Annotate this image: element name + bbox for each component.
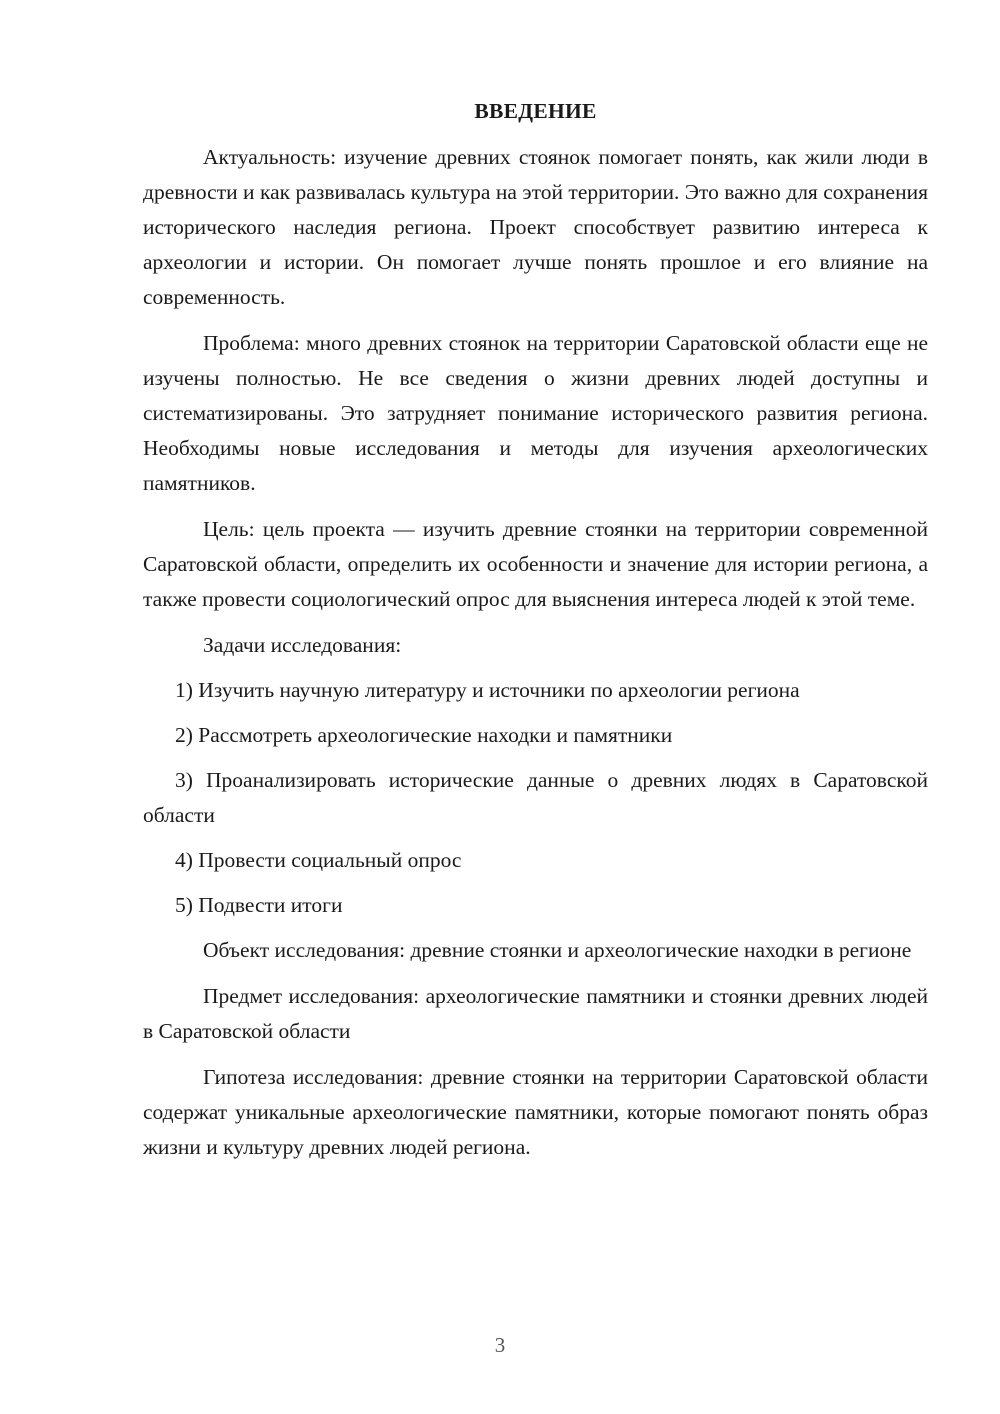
page-number: 3 xyxy=(494,1333,506,1357)
task-item-1: 1) Изучить научную литературу и источники по археологии региона xyxy=(175,678,800,702)
paragraph-problem: Проблема: много древних стоянок на территории Саратовской области еще не изучены полностью. Не все сведения о жизни древних людей доступны и систематизированы. Это затрудняет понимание исторического развития региона. Необходимы новые исследования и методы для изучения археологических памятников. xyxy=(143,331,928,495)
paragraph-subject: Предмет исследования: археологические памятники и стоянки древних людей в Саратовской области xyxy=(143,984,928,1043)
paragraph-hypothesis: Гипотеза исследования: древние стоянки на территории Саратовской области содержат уникальные археологические памятники, которые помогают понять образ жизни и культуру древних людей региона. xyxy=(143,1065,928,1159)
section-title: ВВЕДЕНИЕ xyxy=(474,99,597,123)
paragraph-goal: Цель: цель проекта — изучить древние стоянки на территории современной Саратовской области, определить их особенности и значение для истории региона, а также провести социологический опрос для выяснения интереса людей к этой теме. xyxy=(143,517,928,611)
task-item-3: 3) Проанализировать исторические данные о древних людях в Саратовской области xyxy=(143,768,928,827)
paragraph-relevance: Актуальность: изучение древних стоянок помогает понять, как жили люди в древности и как развивалась культура на этой территории. Это важно для сохранения исторического наследия региона. Проект способствует развитию интереса к археологии и истории. Он помогает лучше понять прошлое и его влияние на современность. xyxy=(143,145,928,309)
document-page xyxy=(143,96,928,1176)
tasks-heading: Задачи исследования: xyxy=(203,633,402,657)
paragraph-object: Объект исследования: древние стоянки и археологические находки в регионе xyxy=(203,938,912,962)
task-item-5: 5) Подвести итоги xyxy=(175,893,343,917)
task-item-2: 2) Рассмотреть археологические находки и памятники xyxy=(175,723,673,747)
task-item-4: 4) Провести социальный опрос xyxy=(175,848,462,872)
